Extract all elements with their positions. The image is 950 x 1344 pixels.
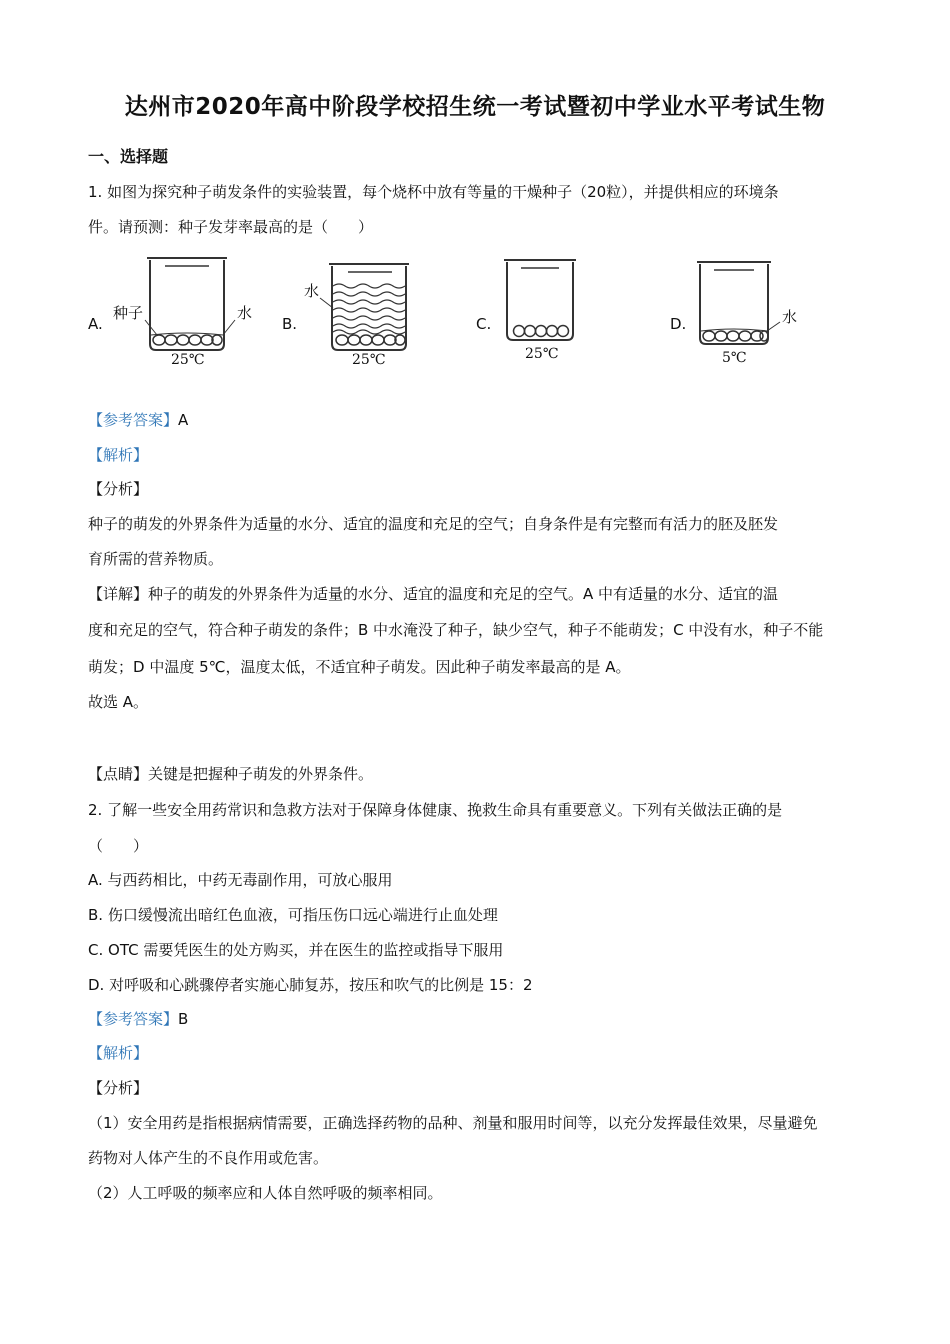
beaker-b-diagram xyxy=(300,252,460,372)
q2-stem-line1: 2. 了解一些安全用药常识和急救方法对于保障身体健康、挽救生命具有重要意义。下列有关做法正确的是 xyxy=(88,801,783,819)
q2-stem-line2: （ ） xyxy=(88,837,149,855)
q1-dianjing: 【点睛】关键是把握种子萌发的外界条件。 xyxy=(88,765,374,783)
q1-stem-line2: 件。请预测：种子发芽率最高的是（ ） xyxy=(88,218,374,236)
beaker-a-water-tag: 水 xyxy=(237,304,253,322)
beaker-c-temp: 25℃ xyxy=(525,346,559,362)
q2-jiexi: 【解析】 xyxy=(88,1044,149,1062)
q2-analysis-line1: （1）安全用药是指根据病情需要，正确选择药物的品种、剂量和服用时间等，以充分发挥最佳效果，尽量避免 xyxy=(88,1114,818,1132)
q1-option-b-label: B. xyxy=(282,315,298,333)
q1-detail-line1: 【详解】种子的萌发的外界条件为适量的水分、适宜的温度和充足的空气。A 中有适量的水分、适宜的温 xyxy=(88,585,779,603)
beaker-b-temp: 25℃ xyxy=(352,352,386,368)
q2-analysis-line3: （2）人工呼吸的频率应和人体自然呼吸的频率相同。 xyxy=(88,1184,443,1202)
beaker-d-water-tag: 水 xyxy=(782,308,798,326)
beaker-a-seed-tag: 种子 xyxy=(113,304,144,322)
section-heading: 一、选择题 xyxy=(88,147,169,166)
beaker-c-diagram xyxy=(495,252,645,372)
q1-jiexi: 【解析】 xyxy=(88,446,149,464)
beaker-a-temp: 25℃ xyxy=(171,352,205,368)
q2-option-a: A. 与西药相比，中药无毒副作用，可放心服用 xyxy=(88,871,393,889)
q2-analysis-line2: 药物对人体产生的不良作用或危害。 xyxy=(88,1149,329,1167)
q1-option-d-label: D. xyxy=(670,315,687,333)
q1-fenxi: 【分析】 xyxy=(88,480,149,498)
q1-choose: 故选 A。 xyxy=(88,693,149,711)
document-title: 达州市2020年高中阶段学校招生统一考试暨初中学业水平考试生物 xyxy=(124,94,826,120)
q1-detail-line2: 度和充足的空气，符合种子萌发的条件；B 中水淹没了种子，缺少空气，种子不能萌发；C 中没有水，种子不能 xyxy=(88,621,824,639)
beaker-d-temp: 5℃ xyxy=(722,350,747,366)
beaker-a-diagram xyxy=(105,252,265,372)
q1-analysis-line2: 育所需的营养物质。 xyxy=(88,550,224,568)
q1-detail-line3: 萌发；D 中温度 5℃，温度太低，不适宜种子萌发。因此种子萌发率最高的是 A。 xyxy=(88,658,631,676)
q2-answer-value: B xyxy=(178,1010,189,1028)
q1-answer xyxy=(88,410,188,430)
q1-stem-line1: 1. 如图为探究种子萌发条件的实验装置，每个烧杯中放有等量的干燥种子（20粒），并提供相应的环境条 xyxy=(88,183,779,201)
q2-option-c: C. OTC 需要凭医生的处方购买，并在医生的监控或指导下服用 xyxy=(88,941,504,959)
q2-answer-tag: 【参考答案】 xyxy=(88,1010,179,1028)
q1-analysis-line1: 种子的萌发的外界条件为适量的水分、适宜的温度和充足的空气；自身条件是有完整而有活力的胚及胚发 xyxy=(88,515,779,533)
q1-answer-value: A xyxy=(178,411,189,429)
q2-option-d: D. 对呼吸和心跳骤停者实施心肺复苏，按压和吹气的比例是 15：2 xyxy=(88,976,533,994)
q2-fenxi: 【分析】 xyxy=(88,1079,149,1097)
q1-option-a-label: A. xyxy=(88,315,103,333)
beaker-d-diagram xyxy=(688,252,848,372)
q2-answer xyxy=(88,1009,188,1029)
q1-option-c-label: C. xyxy=(476,315,492,333)
beaker-b-water-tag: 水 xyxy=(304,282,320,300)
q2-option-b: B. 伤口缓慢流出暗红色血液，可指压伤口远心端进行止血处理 xyxy=(88,906,498,924)
q1-answer-tag: 【参考答案】 xyxy=(88,411,179,429)
